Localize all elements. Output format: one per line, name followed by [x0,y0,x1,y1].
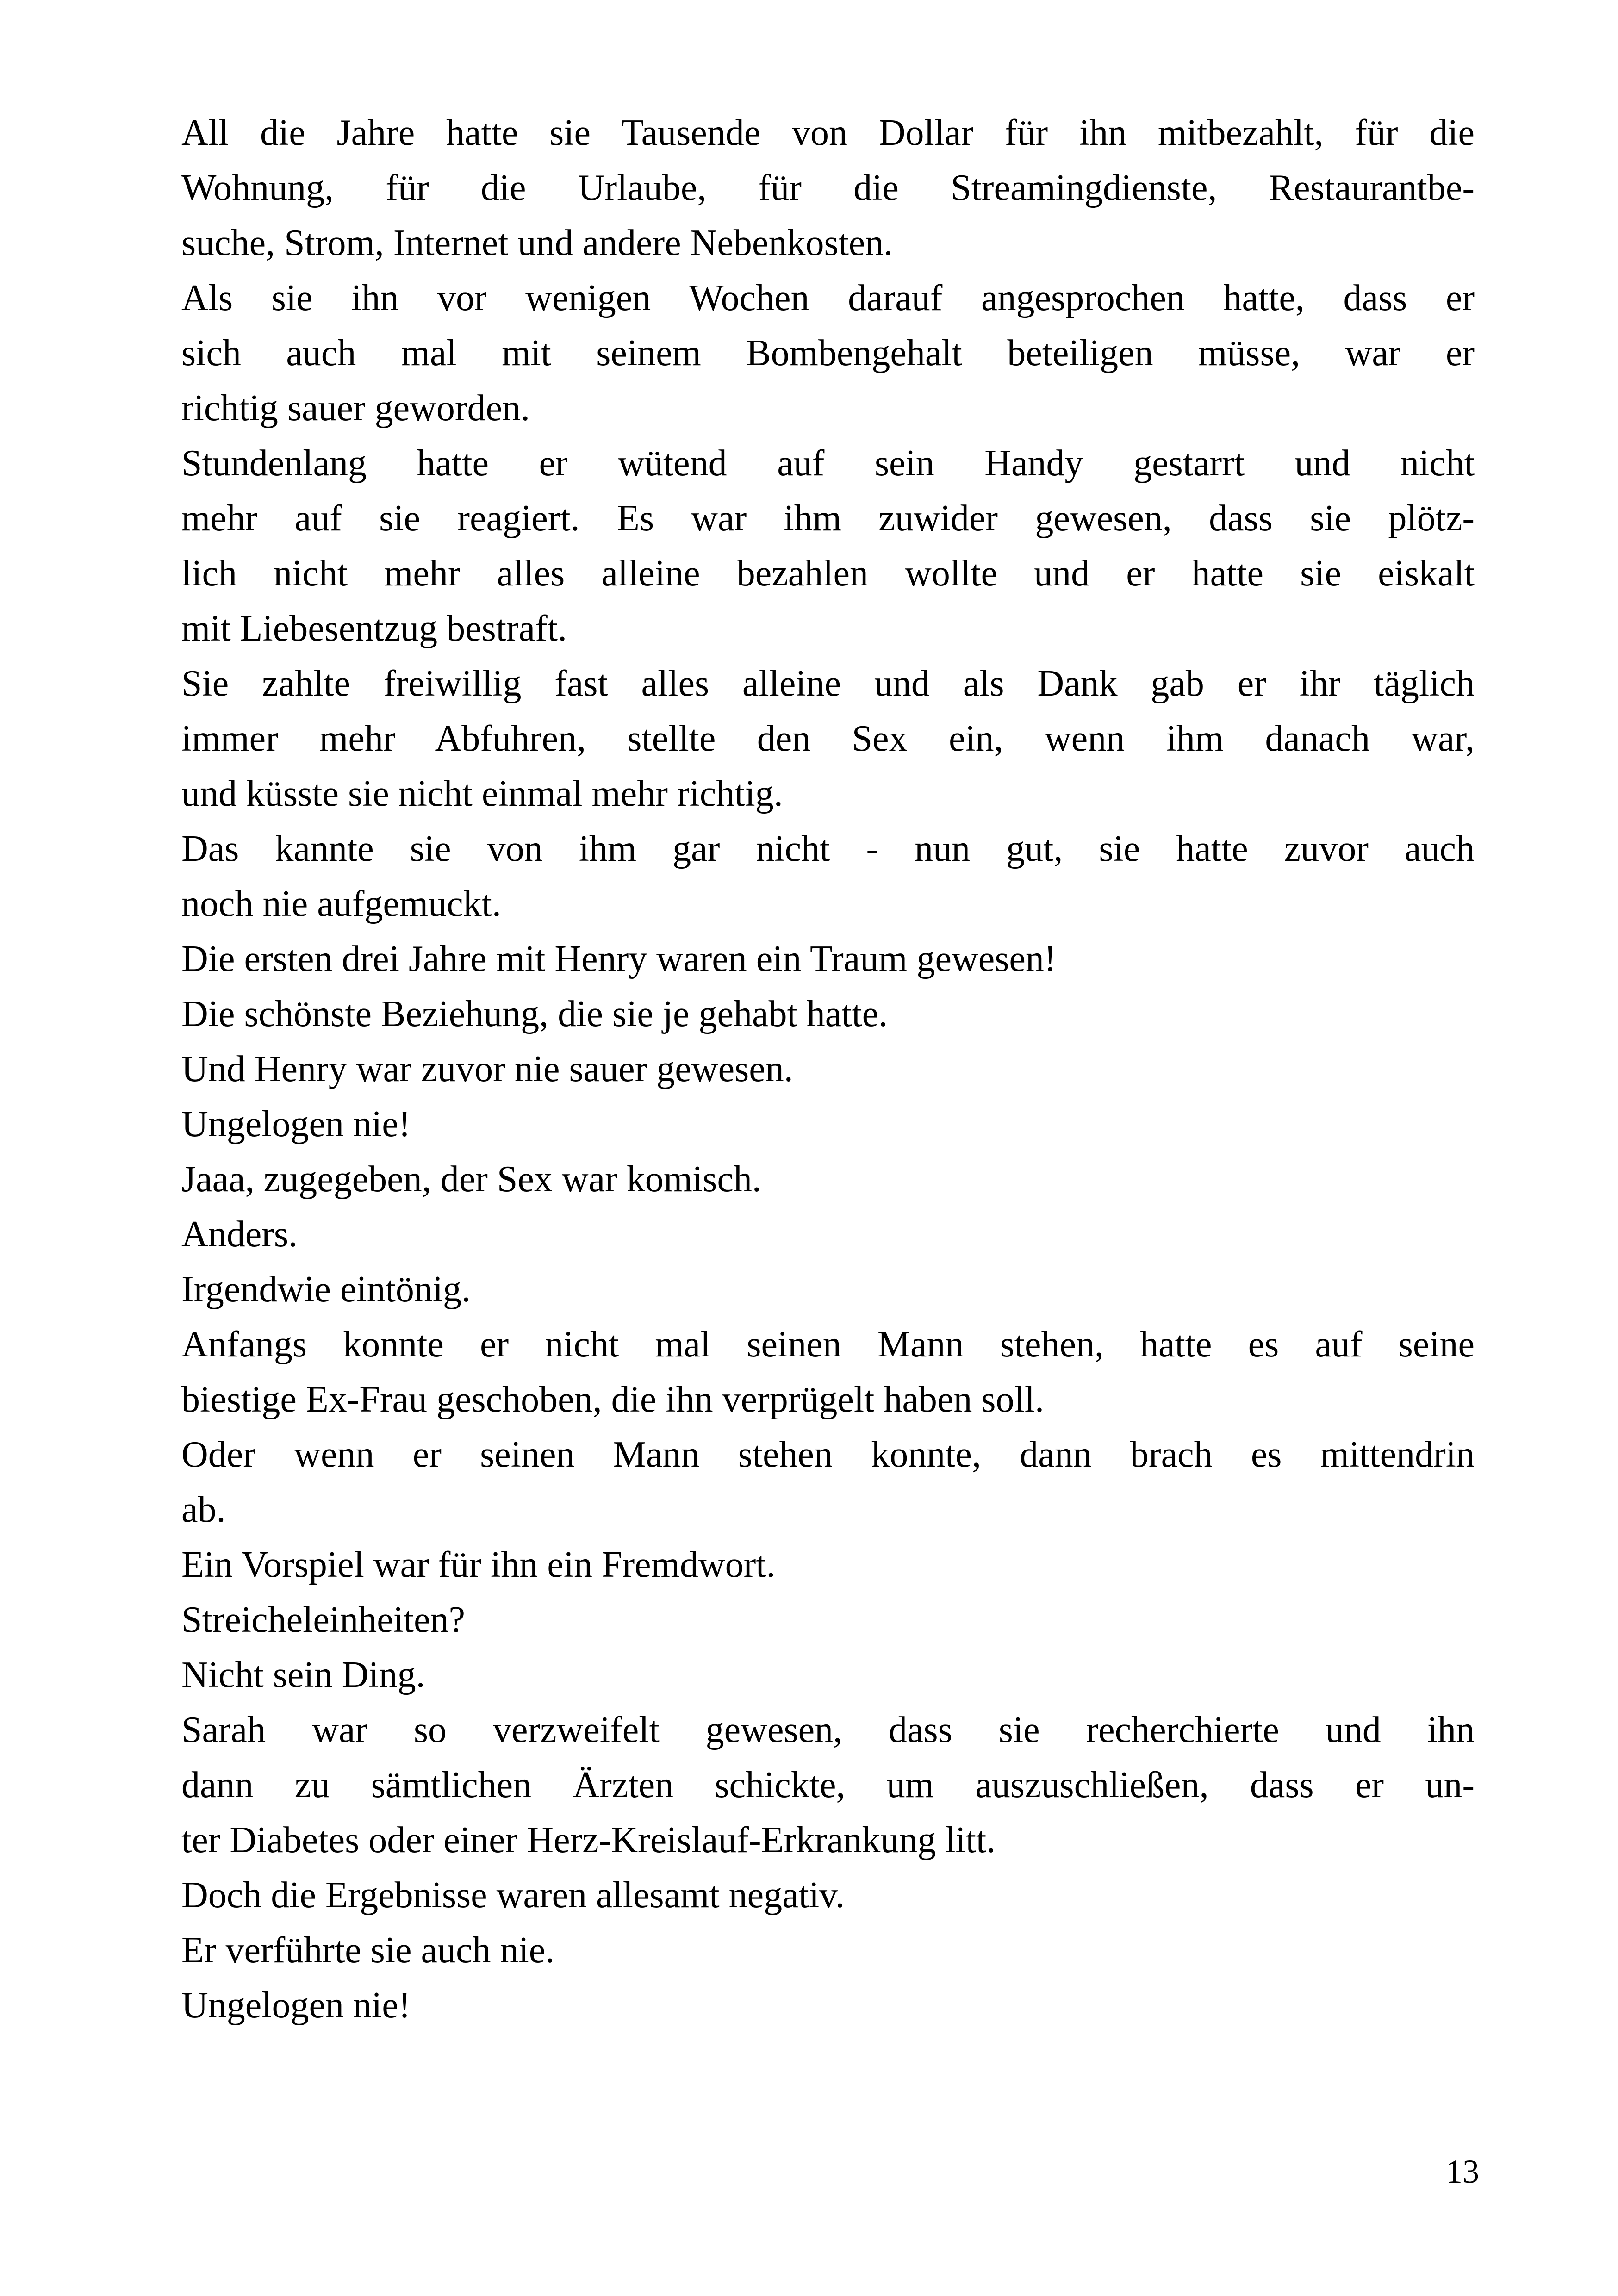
paragraph [181,1537,1475,1593]
text-line: Oder wenn er seinen Mann stehen konnte, dann brach es mittendrin [181,1434,1475,1475]
paragraph [181,1262,1475,1317]
text-line: Ein Vorspiel war für ihn ein Fremdwort. [181,1544,776,1585]
text-line: ab. [181,1489,226,1530]
paragraph [181,1207,1475,1262]
text-line: Jaaa, zugegeben, der Sex war komisch. [181,1159,761,1200]
text-line: Irgendwie eintönig. [181,1269,471,1310]
text-line: Als sie ihn vor wenigen Wochen darauf angesprochen hatte, dass er [181,278,1475,318]
paragraph [181,271,1475,436]
text-line: Stundenlang hatte er wütend auf sein Handy gestarrt und nicht [181,443,1475,484]
text-line: Ungelogen nie! [181,1104,411,1145]
text-line: dann zu sämtlichen Ärzten schickte, um auszuschließen, dass er un- [181,1765,1475,1805]
paragraph [181,1978,1475,2033]
text-line: mit Liebesentzug bestraft. [181,608,567,649]
text-line: Nicht sein Ding. [181,1655,425,1695]
paragraph [181,1042,1475,1097]
text-line: All die Jahre hatte sie Tausende von Dollar für ihn mitbezahlt, für die [181,112,1475,153]
paragraph [181,1648,1475,1703]
text-line: Ungelogen nie! [181,1985,411,2026]
paragraph [181,932,1475,987]
text-line: Anfangs konnte er nicht mal seinen Mann stehen, hatte es auf seine [181,1324,1475,1365]
paragraph [181,1317,1475,1427]
paragraph [181,1097,1475,1152]
page-number: 13 [1446,2153,1479,2190]
text-line: Die schönste Beziehung, die sie je gehabt hatte. [181,994,888,1034]
text-line: biestige Ex-Frau geschoben, die ihn verprügelt haben soll. [181,1379,1044,1420]
paragraph [181,106,1475,271]
text-line: Er verführte sie auch nie. [181,1930,555,1971]
paragraph [181,1923,1475,1978]
text-line: Streicheleinheiten? [181,1599,466,1640]
paragraph [181,821,1475,932]
paragraph [181,1868,1475,1923]
text-line: Doch die Ergebnisse waren allesamt negativ. [181,1875,845,1916]
text-line: Sarah war so verzweifelt gewesen, dass sie recherchierte und ihn [181,1710,1475,1750]
text-line: und küsste sie nicht einmal mehr richtig. [181,773,783,814]
text-line: Anders. [181,1214,298,1255]
text-line: Und Henry war zuvor nie sauer gewesen. [181,1049,793,1089]
text-line: lich nicht mehr alles alleine bezahlen wollte und er hatte sie eiskalt [181,553,1475,594]
paragraph [181,436,1475,656]
text-line: noch nie aufgemuckt. [181,884,501,924]
text-line: suche, Strom, Internet und andere Nebenkosten. [181,223,893,263]
paragraph [181,1703,1475,1868]
text-line: mehr auf sie reagiert. Es war ihm zuwider gewesen, dass sie plötz- [181,498,1475,539]
text-line: Wohnung, für die Urlaube, für die Streamingdienste, Restaurantbe- [181,168,1475,208]
paragraph [181,1427,1475,1537]
text-line: Das kannte sie von ihm gar nicht - nun gut, sie hatte zuvor auch [181,828,1475,869]
text-line: Die ersten drei Jahre mit Henry waren ein Traum gewesen! [181,939,1057,979]
text-line: Sie zahlte freiwillig fast alles alleine und als Dank gab er ihr täglich [181,663,1475,704]
paragraph [181,987,1475,1042]
paragraph [181,1152,1475,1207]
text-line: ter Diabetes oder einer Herz-Kreislauf-Erkrankung litt. [181,1820,996,1860]
text-line: richtig sauer geworden. [181,388,530,429]
text-line: sich auch mal mit seinem Bombengehalt beteiligen müsse, war er [181,333,1475,373]
text-line: immer mehr Abfuhren, stellte den Sex ein, wenn ihm danach war, [181,718,1475,759]
page-text [181,106,1475,2033]
paragraph [181,656,1475,821]
paragraph [181,1593,1475,1648]
